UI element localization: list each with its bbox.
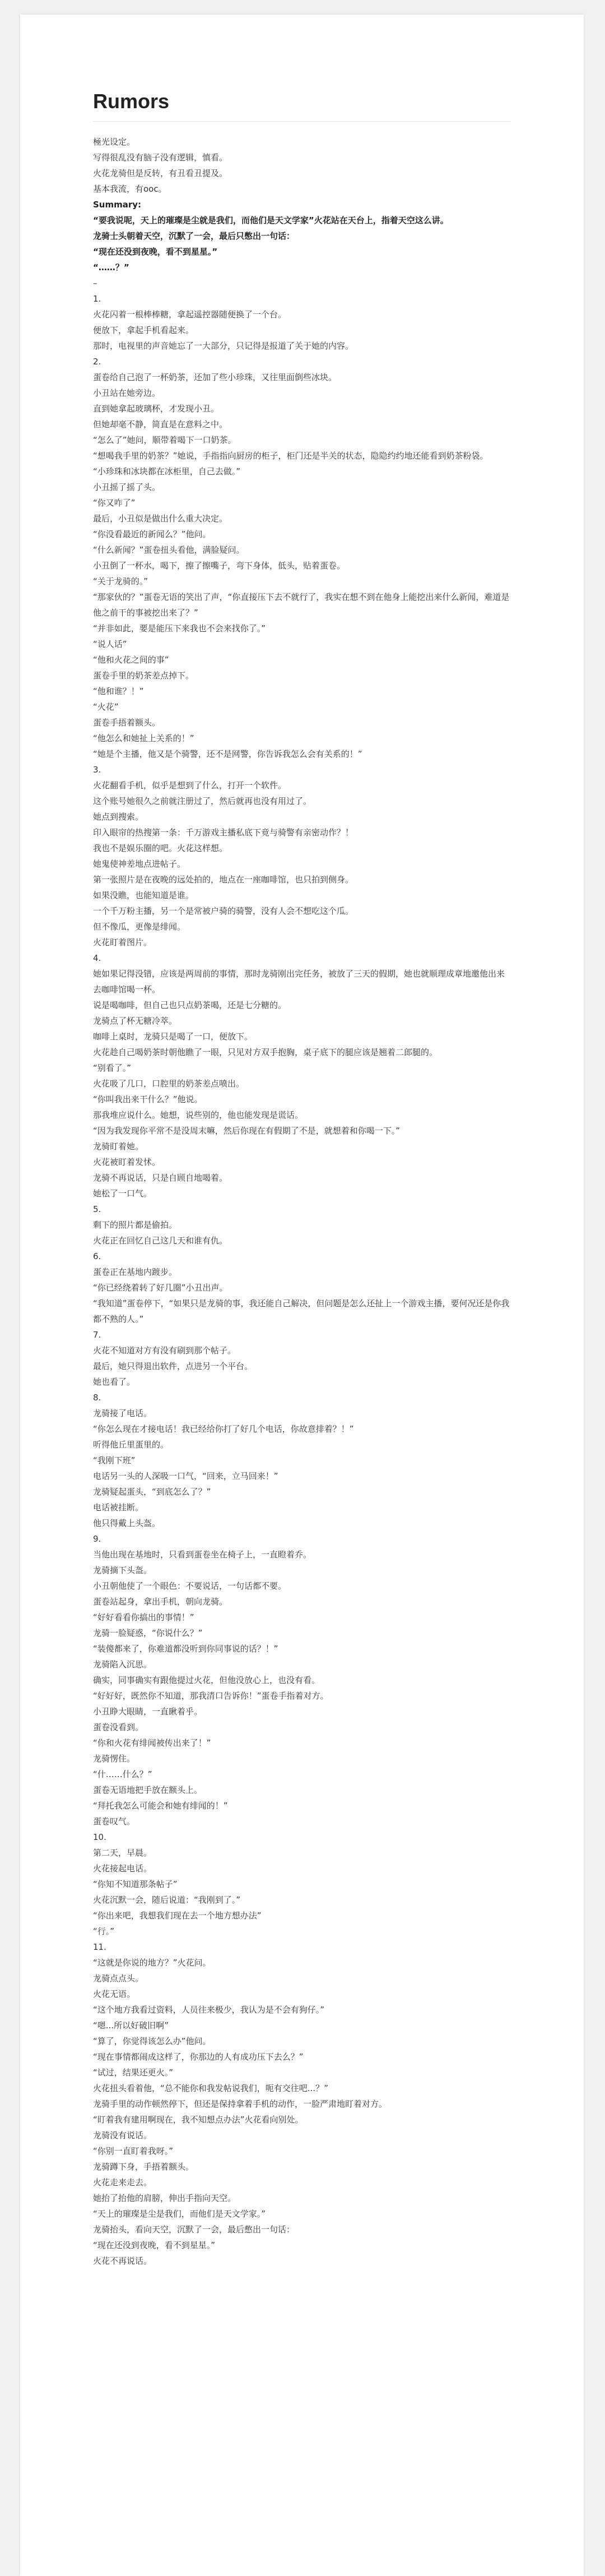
body-line: 火花盯着图片。: [93, 937, 152, 947]
body-line: “想喝我手里的奶茶？”她说，手指指向厨房的柜子，柜门还是半关的状态，隐隐约约地还能看到奶茶粉袋。: [93, 451, 488, 461]
body-line: 小丑朝他使了一个眼色：不要说话，一句话都不要。: [93, 1581, 287, 1591]
body-line: 1.: [93, 294, 101, 304]
body-line: 但她却毫不静，简直是在意料之中。: [93, 419, 228, 429]
body-line: 这个账号她很久之前就注册过了，然后就再也没有用过了。: [93, 796, 312, 806]
body-line: “现在还没到夜晚，看不到星星。”: [93, 2240, 216, 2250]
body-line: 3.: [93, 765, 101, 775]
body-line: 印入眼帘的热搜第一条：千万游戏主播私底下竟与骑警有亲密动作？！: [93, 827, 354, 838]
body-line: “行。”: [93, 1926, 115, 1936]
body-line: 龙骑不再说话，只是自顾自地喝着。: [93, 1173, 228, 1183]
body-line: “好好看看你搞出的事情！”: [93, 1612, 194, 1622]
summary-line: Summary:: [93, 200, 142, 210]
summary-line: 龙骑士头朝着天空，沉默了一会，最后只憋出一句话：: [93, 231, 295, 241]
body-line: 龙骑疑起蛋头，“到底怎么了？”: [93, 1487, 211, 1497]
body-line: 火花吸了几口，口腔里的奶茶差点喷出。: [93, 1079, 245, 1089]
body-line: 火花走来走去。: [93, 2177, 152, 2187]
body-line: 龙骑陷入沉思。: [93, 1659, 152, 1669]
body-line: 确实，同事确实有跟他提过火花，但他没放心上，也没有看。: [93, 1675, 320, 1685]
body-line: “别看了。”: [93, 1063, 132, 1073]
body-line: 蛋卷叹气。: [93, 1816, 136, 1826]
body-line: 第二天，早晨。: [93, 1848, 152, 1858]
summary-line: “现在还没到夜晚，看不到星星。”: [93, 247, 218, 257]
body-line: “你没看最近的新闻么？”他问。: [93, 529, 211, 539]
body-line: 一个千万粉主播，另一个是常被户骑的骑警，没有人会不想吃这个瓜。: [93, 906, 354, 916]
body-line: “怎么了”她问，顺带着喝下一口奶茶。: [93, 435, 236, 445]
body-line: 小丑倒了一杯水，喝下，擦了擦嘴子，弯下身体，低头，贴着蛋卷。: [93, 561, 346, 571]
body-line: 她鬼使神差地点进帖子。: [93, 859, 186, 869]
article-body: [93, 134, 511, 2269]
body-line: 他只得戴上头盔。: [93, 1518, 161, 1528]
body-line: “并非如此，要是能压下来我也不会来找你了。”: [93, 623, 266, 633]
body-line: 电话被挂断。: [93, 1502, 144, 1513]
body-line: “好好好，既然你不知道，那我清口告诉你！”蛋卷手指着对方。: [93, 1691, 329, 1701]
body-line: 火花扭头看着他，“总不能你和我发帖说我们，呃有交往吧...？”: [93, 2083, 328, 2093]
body-line: 如果没瞧，也能知道是谁。: [93, 890, 194, 900]
body-line: 火花无语。: [93, 1989, 136, 1999]
body-line: 龙骑没有说话。: [93, 2130, 152, 2140]
body-line: 第一张照片是在夜晚的远处拍的，地点在一座咖啡馆，也只拍到侧身。: [93, 875, 354, 885]
body-line: “你已经绕着转了好几圈”小丑出声。: [93, 1283, 228, 1293]
body-line: 听得他丘里蛋里的。: [93, 1440, 169, 1450]
body-line: 小丑站在她旁边。: [93, 388, 161, 398]
body-line: 10.: [93, 1832, 106, 1842]
body-line: 小丑摇了摇了头。: [93, 482, 161, 492]
body-line: “嗯...所以好破旧啊”: [93, 2020, 169, 2031]
body-line: “他和火花之间的事”: [93, 655, 169, 665]
body-line: “你出来吧，我想我们现在去一个地方想办法”: [93, 1911, 262, 1921]
body-line: “什么新闻？”蛋卷扭头看他，满脸疑问。: [93, 545, 245, 555]
body-line: 龙骑接了电话。: [93, 1408, 152, 1418]
body-line: “盯着我有建用啊现在，我不知想点办法”火花看向别处。: [93, 2115, 304, 2125]
body-line: 写得很乱没有脑子没有逻辑，慎看。: [93, 152, 228, 163]
body-line: “她是个主播，他又是个骑警，还不是网警，你告诉我怎么会有关系的！”: [93, 749, 362, 759]
body-line: “拜托我怎么可能会和她有绯闻的！”: [93, 1801, 228, 1811]
body-line: 2.: [93, 357, 101, 367]
body-line: 但不像瓜，更像是绯闻。: [93, 922, 186, 932]
body-line: “小珍珠和冰块都在冰柜里，自己去做。”: [93, 466, 241, 477]
body-line: 当他出现在基地时，只看到蛋卷坐在椅子上，一直瞪着乔。: [93, 1550, 312, 1560]
body-line: 她如果记得没错，应该是两周前的事情，那时龙骑刚出完任务，被放了三天的假期，她也就顺理成章地邀他出来去咖啡馆喝一杯。: [93, 969, 505, 995]
body-line: 火花不知道对方有没有刷到那个帖子。: [93, 1345, 236, 1356]
body-line: “你怎么现在才接电话！我已经给你打了好几个电话，你故意排着？！”: [93, 1424, 354, 1434]
body-line: 5.: [93, 1204, 101, 1214]
body-line: 电话另一头的人深吸一口气，“回来，立马回来！”: [93, 1471, 278, 1481]
body-line: 基本我流，有ooc。: [93, 184, 167, 194]
body-line: 火花翻看手机，似乎是想到了什么，打开一个软件。: [93, 780, 287, 790]
body-line: “天上的璀璨是尘是我们，而他们是天文学家。”: [93, 2209, 266, 2219]
body-line: “装傻都来了，你难道都没听到你同事说的话？！”: [93, 1644, 278, 1654]
body-line: “我刚下班”: [93, 1455, 136, 1465]
body-line: 蛋卷正在基地内踱步。: [93, 1267, 178, 1277]
body-line: 我也不是娱乐圈的吧。火花这样想。: [93, 843, 228, 853]
body-line: 龙骑点了杯无糖冷萃。: [93, 1016, 178, 1026]
body-line: 11.: [93, 1942, 106, 1952]
body-line: 最后，小丑似是做出什么重大决定。: [93, 514, 228, 524]
body-line: “关于龙骑的。”: [93, 576, 148, 586]
body-line: 便放下，拿起手机看起来。: [93, 325, 194, 335]
body-line: 龙骑点点头。: [93, 1973, 144, 1983]
body-line: 小丑睁大眼睛，一直瞅着乎。: [93, 1706, 203, 1717]
body-line: “你又咋了”: [93, 498, 136, 508]
body-line: 蛋卷手里的奶茶差点掉下。: [93, 670, 194, 681]
body-line: 蛋卷手捂着额头。: [93, 718, 161, 728]
body-line: 那时，电视里的声音她忘了一大部分，只记得是报道了关于她的内容。: [93, 341, 354, 351]
body-line: “因为我发现你平常不是没周末嘛，然后你现在有假期了不是，就想着和你喝一下。”: [93, 1126, 401, 1136]
body-line: 火花被盯着发怵。: [93, 1157, 161, 1167]
body-line: “什……什么？”: [93, 1769, 152, 1779]
body-line: “现在事情都闹成这样了，你那边的人有成功压下去么？”: [93, 2052, 304, 2062]
article-title: Rumors: [93, 86, 511, 122]
body-line: 9.: [93, 1534, 101, 1544]
body-line: 8.: [93, 1393, 101, 1403]
body-line: “试过，结果还更火。”: [93, 2068, 174, 2078]
body-line: 龙骑抬头，看向天空，沉默了一会，最后憋出一句话：: [93, 2224, 295, 2235]
body-line: 極光设定。: [93, 137, 136, 147]
body-line: 她松了一口气。: [93, 1188, 152, 1199]
body-line: 她也看了。: [93, 1377, 136, 1387]
body-line: 最后，她只得退出软件，点进另一个平台。: [93, 1361, 253, 1371]
body-line: 蛋卷给自己泡了一杯奶茶，还加了些小珍珠，又往里面倒些冰块。: [93, 372, 337, 382]
article-content: [93, 86, 511, 2269]
body-line: “你和火花有绯闻被传出来了！”: [93, 1738, 211, 1748]
body-line: 蛋卷站起身，拿出手机，朝向龙骑。: [93, 1597, 228, 1607]
body-line: “他怎么和她扯上关系的！”: [93, 733, 194, 743]
body-line: 直到她拿起玻璃杯，才发现小丑。: [93, 404, 220, 414]
body-line: 她点到搜索。: [93, 812, 144, 822]
body-line: “说人话”: [93, 639, 127, 649]
body-line: 火花闪着一根棒棒糖，拿起遥控器随便换了一个台。: [93, 309, 287, 320]
body-line: 说是喝咖啡，但自己也只点奶茶喝，还是七分糖的。: [93, 1000, 287, 1010]
body-line: 4.: [93, 953, 101, 963]
body-line: “我知道”蛋卷停下，“如果只是龙骑的事，我还能自己解决，但问题是怎么还扯上一个游戏主播，要何况还是你我都不熟的人。”: [93, 1298, 510, 1324]
body-line: 火花不再说话。: [93, 2256, 152, 2266]
body-line: 6.: [93, 1251, 101, 1261]
body-line: “火花”: [93, 702, 119, 712]
body-line: “这个地方我看过资料，人员往来极少，我认为是不会有狗仔。”: [93, 2005, 325, 2015]
body-line: “算了，你觉得该怎么办”他问。: [93, 2036, 211, 2046]
body-line: –: [93, 278, 97, 288]
body-line: 那我堆应说什么。她想，说些别的，他也能发现是谎话。: [93, 1110, 304, 1120]
body-line: “你叫我出来干什么？”他说。: [93, 1094, 203, 1104]
body-line: 火花趁自己喝奶茶时朝他瞧了一眼，只见对方双手抱胸，桌子底下的腿应该是翘着二郎腿的。: [93, 1047, 438, 1057]
body-line: “这就是你说的地方？”火花问。: [93, 1958, 211, 1968]
body-line: 火花沉默一会，随后说道：“我刚到了。”: [93, 1895, 241, 1905]
body-line: 龙骑蹲下身，手捂着额头。: [93, 2162, 194, 2172]
article-page: [20, 15, 584, 2576]
body-line: 咖啡上桌时，龙骑只是喝了一口，便放下。: [93, 1032, 253, 1042]
body-line: 火花正在回忆自己这几天和谁有仇。: [93, 1236, 228, 1246]
body-line: 蛋卷没看到。: [93, 1722, 144, 1732]
body-line: 火花龙骑但是反转，有丑看丑提及。: [93, 168, 228, 178]
body-line: 龙骑手里的动作顿然停下，但还是保持拿着手机的动作，一脸严肃地盯着对方。: [93, 2099, 388, 2109]
body-line: 剩下的照片都是偷拍。: [93, 1220, 178, 1230]
body-line: 龙骑摘下头盔。: [93, 1565, 152, 1575]
summary-line: “要我说呢，天上的璀璨是尘就是我们，而他们是天文学家”火花站在天台上，指着天空这么讲。: [93, 215, 449, 225]
summary-line: “……？”: [93, 262, 129, 272]
body-line: “你知不知道那条帖子”: [93, 1879, 178, 1889]
body-line: “你别一直盯着我呀。”: [93, 2146, 174, 2156]
body-line: 她抬了抬他的肩膀，伸出手指向天空。: [93, 2193, 236, 2203]
body-line: 蛋卷无语地把手放在额头上。: [93, 1785, 203, 1795]
body-line: “他和谁？！”: [93, 686, 144, 696]
body-line: 龙骑愣住。: [93, 1754, 136, 1764]
body-line: 龙骑一脸疑惑，“你说什么？”: [93, 1628, 203, 1638]
body-line: 7.: [93, 1330, 101, 1340]
body-line: 龙骑盯着她。: [93, 1141, 144, 1151]
body-line: “那家伙的？”蛋卷无语的笑出了声，“你直接压下去不就行了，我实在想不到在他身上能挖出来什么新闻，难道是他之前干的事被挖出来了？”: [93, 592, 510, 618]
body-line: 火花接起电话。: [93, 1863, 152, 1874]
